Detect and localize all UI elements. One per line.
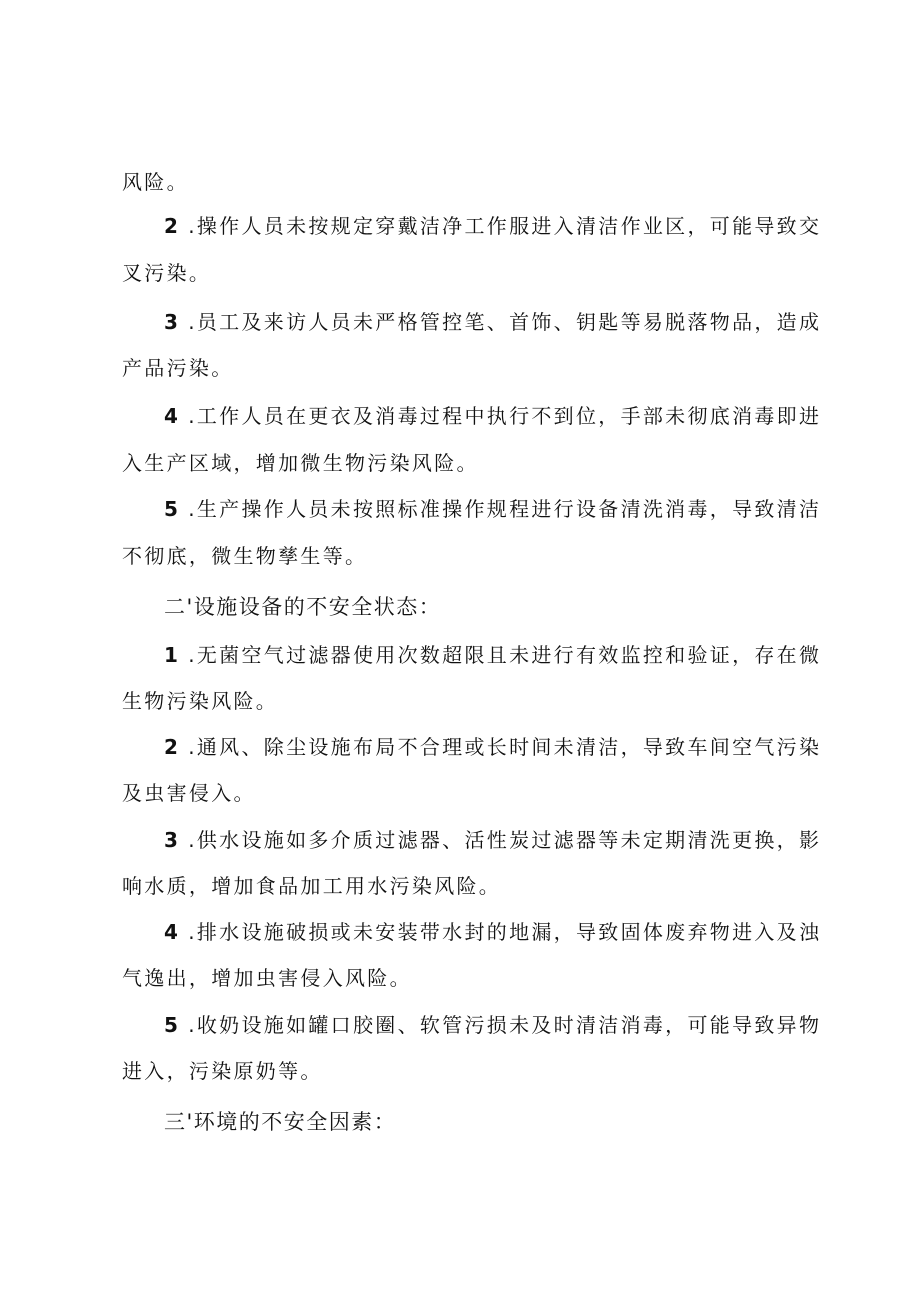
item-number: 5: [164, 1013, 181, 1037]
equipment-item-4-cont: 气逸出，增加虫害侵入风险。: [122, 966, 412, 990]
item-number: 4: [164, 920, 181, 944]
item-number: 2: [164, 214, 181, 238]
list-item-2-cont: 叉污染。: [122, 261, 212, 285]
item-text: .生产操作人员未按照标准操作规程进行设备清洗消毒，导致清洁: [188, 497, 822, 521]
list-item-5: [164, 497, 822, 521]
equipment-item-3: [164, 828, 822, 852]
item-number: 3: [164, 828, 181, 852]
item-number: 5: [164, 497, 181, 521]
equipment-item-3-cont: 响水质，增加食品加工用水污染风险。: [122, 874, 502, 898]
item-number: 1: [164, 643, 181, 667]
equipment-item-5: [164, 1013, 822, 1037]
equipment-item-1-cont: 生物污染风险。: [122, 689, 279, 713]
item-text: .通风、除尘设施布局不合理或长时间未清洁，导致车间空气污染: [188, 735, 822, 759]
item-text: .工作人员在更衣及消毒过程中执行不到位，手部未彻底消毒即进: [188, 404, 822, 428]
equipment-item-2: [164, 735, 822, 759]
list-item-2: [164, 214, 822, 238]
equipment-item-2-cont: 及虫害侵入。: [122, 781, 256, 805]
list-item-3: [164, 310, 822, 334]
item-text: .员工及来访人员未严格管控笔、首饰、钥匙等易脱落物品，造成: [188, 310, 822, 334]
item-text: .操作人员未按规定穿戴洁净工作服进入清洁作业区，可能导致交: [188, 214, 822, 238]
list-item-4-cont: 入生产区域，增加微生物污染风险。: [122, 451, 479, 475]
list-item-5-cont: 不彻底，微生物孳生等。: [122, 544, 368, 568]
item-number: 3: [164, 310, 181, 334]
list-item-4: [164, 404, 822, 428]
equipment-item-1: [164, 643, 822, 667]
intro-tail: 风险。: [122, 170, 189, 194]
section-heading-equipment: 二'设施设备的不安全状态：: [164, 595, 442, 619]
item-number: 2: [164, 735, 181, 759]
equipment-item-4: [164, 920, 822, 944]
item-text: .排水设施破损或未安装带水封的地漏，导致固体废弃物进入及浊: [188, 920, 822, 944]
equipment-item-5-cont: 进入，污染原奶等。: [122, 1059, 323, 1083]
section-heading-environment: 三'环境的不安全因素：: [164, 1110, 397, 1134]
item-number: 4: [164, 404, 181, 428]
list-item-3-cont: 产品污染。: [122, 356, 234, 380]
item-text: .收奶设施如罐口胶圈、软管污损未及时清洁消毒，可能导致异物: [188, 1013, 822, 1037]
item-text: .无菌空气过滤器使用次数超限且未进行有效监控和验证，存在微: [188, 643, 822, 667]
item-text: .供水设施如多介质过滤器、活性炭过滤器等未定期清洗更换，影: [188, 828, 822, 852]
